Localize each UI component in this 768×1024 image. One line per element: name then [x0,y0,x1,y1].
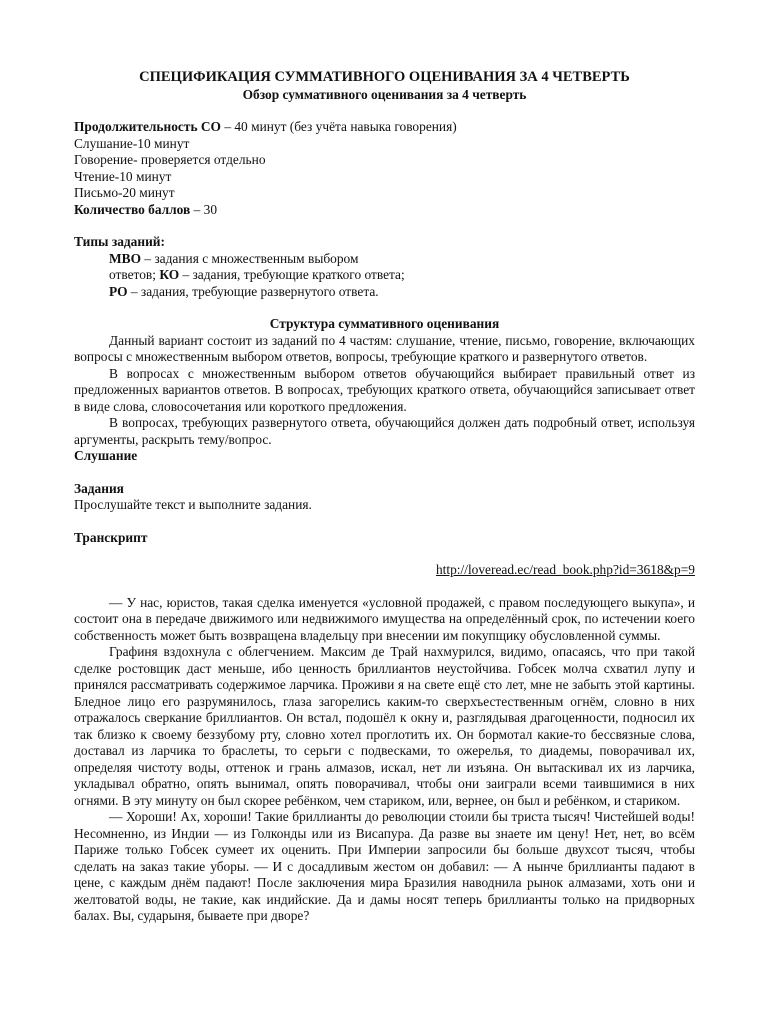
structure-section [74,316,695,448]
task-types-heading: Типы заданий: [74,234,165,249]
ro-abbr: РО [109,283,128,299]
document-title: СПЕЦИФИКАЦИЯ СУММАТИВНОГО ОЦЕНИВАНИЯ ЗА 4 ЧЕТВЕРТЬ [139,69,630,85]
points-label: Количество баллов [74,201,191,217]
duration-item: Чтение-10 минут [74,168,172,184]
document-page [74,68,695,925]
listening-section [74,448,695,595]
structure-heading: Структура суммативного оценивания [269,316,500,331]
transcript-paragraph: — Хороши! Ах, хороши! Такие бриллианты до революции стоили бы триста тысяч! Чистейшей воды! Несомненно, из Индии — из Голконды или из Висапура. Да разве вы знаете им цену! Нет, нет, во всём Париже только Гобсек сумеет их оценить. При Империи запросили бы больше двухсот тысяч, чтобы сделать на заказ такие уборы. — И с досадливым жестом он добавил: — А нынче бриллианты падают в цене, с каждым днём падают! После заключения мира Бразилия наводнила рынок алмазами, хоть они и желтоватой воды, не такие, как индийские. Да и дамы носят теперь бриллианты только на придворных балах. Вы, сударыня, бываете при дворе? [74,809,695,923]
mvo-text: – задания с множественным выбором [141,250,359,266]
transcript-paragraph: — У нас, юристов, такая сделка именуется «условной продажей, с правом последующего выкупа», и состоит она в передаче движимого или недвижимого имущества на определённый срок, по истечении коего собственность может быть возвращена владельцу при внесении им покупщику обусловленной суммы. [74,594,695,643]
transcript-text [74,595,695,925]
ko-abbr: КО [159,267,180,282]
duration-value: – 40 минут (без учёта навыка говорения) [220,119,457,134]
task-types-section [74,234,695,300]
ko-text: – задания, требующие краткого ответа; [179,267,405,282]
duration-item: Письмо-20 минут [74,185,175,200]
document-subtitle: Обзор суммативного оценивания за 4 четверть [242,87,527,102]
task-types-line2: ответов; [109,267,160,282]
duration-item: Слушание-10 минут [74,135,190,151]
source-link[interactable]: http://loveread.ec/read_book.php?id=3618&p=9 [435,562,695,577]
duration-label: Продолжительность СО [74,119,221,134]
structure-paragraph: В вопросах с множественным выбором ответов обучающийся выбирает правильный ответ из предложенных вариантов ответов. В вопросах, требующих краткого ответа, обучающийся записывает ответ в виде слова, словосочетания или короткого предложения. [74,365,695,414]
transcript-heading: Транскрипт [74,529,148,545]
listening-instruction: Прослушайте текст и выполните задания. [74,497,312,512]
mvo-abbr: МВО [109,250,141,266]
ro-text: – задания, требующие развернутого ответа. [127,283,379,299]
points-value: – 30 [190,201,218,217]
structure-paragraph: В вопросах, требующих развернутого ответа, обучающийся должен дать подробный ответ, используя аргументы, раскрыть тему/вопрос. [74,415,695,447]
duration-section [74,119,695,218]
listening-heading: Слушание [74,448,138,463]
transcript-paragraph: Графиня вздохнула с облегчением. Максим де Трай нахмурился, видимо, опасаясь, что при такой сделке ростовщик даст меньше, ибо ценность бриллиантов неустойчива. Гобсек молча схватил лупу и принялся рассматривать содержимое ларчика. Проживи я на свете ещё сто лет, мне не забыть этой картины. Бледное лицо его разрумянилось, глаза загорелись каким-то сверхъестественным огнём, словно в них отражалось сверкание бриллиантов. Он встал, подошёл к окну и, разглядывая драгоценности, подносил их так близко к своему беззубому рту, словно хотел проглотить их. Он бормотал какие-то бессвязные слова, доставал из ларчика то браслеты, то серьги с подвесками, то ожерелья, то диадемы, поворачивал их, определяя чистоту воды, оттенок и грань алмазов, искал, нет ли изъяна. Он вытаскивал их из ларчика, укладывал обратно, опять вынимал, опять поворачивал, чтобы они заиграли всеми таившимися в них огнями. В эту минуту он был скорее ребёнком, чем стариком, или, вернее, он был и ребёнком, и стариком. [74,644,695,808]
structure-paragraph: Данный вариант состоит из заданий по 4 частям: слушание, чтение, письмо, говорение, включающих вопросы с множественным выбором ответов, вопросы, требующие краткого и развернутого ответов. [74,332,695,364]
duration-item: Говорение- проверяется отдельно [74,152,266,167]
tasks-heading: Задания [74,480,124,496]
